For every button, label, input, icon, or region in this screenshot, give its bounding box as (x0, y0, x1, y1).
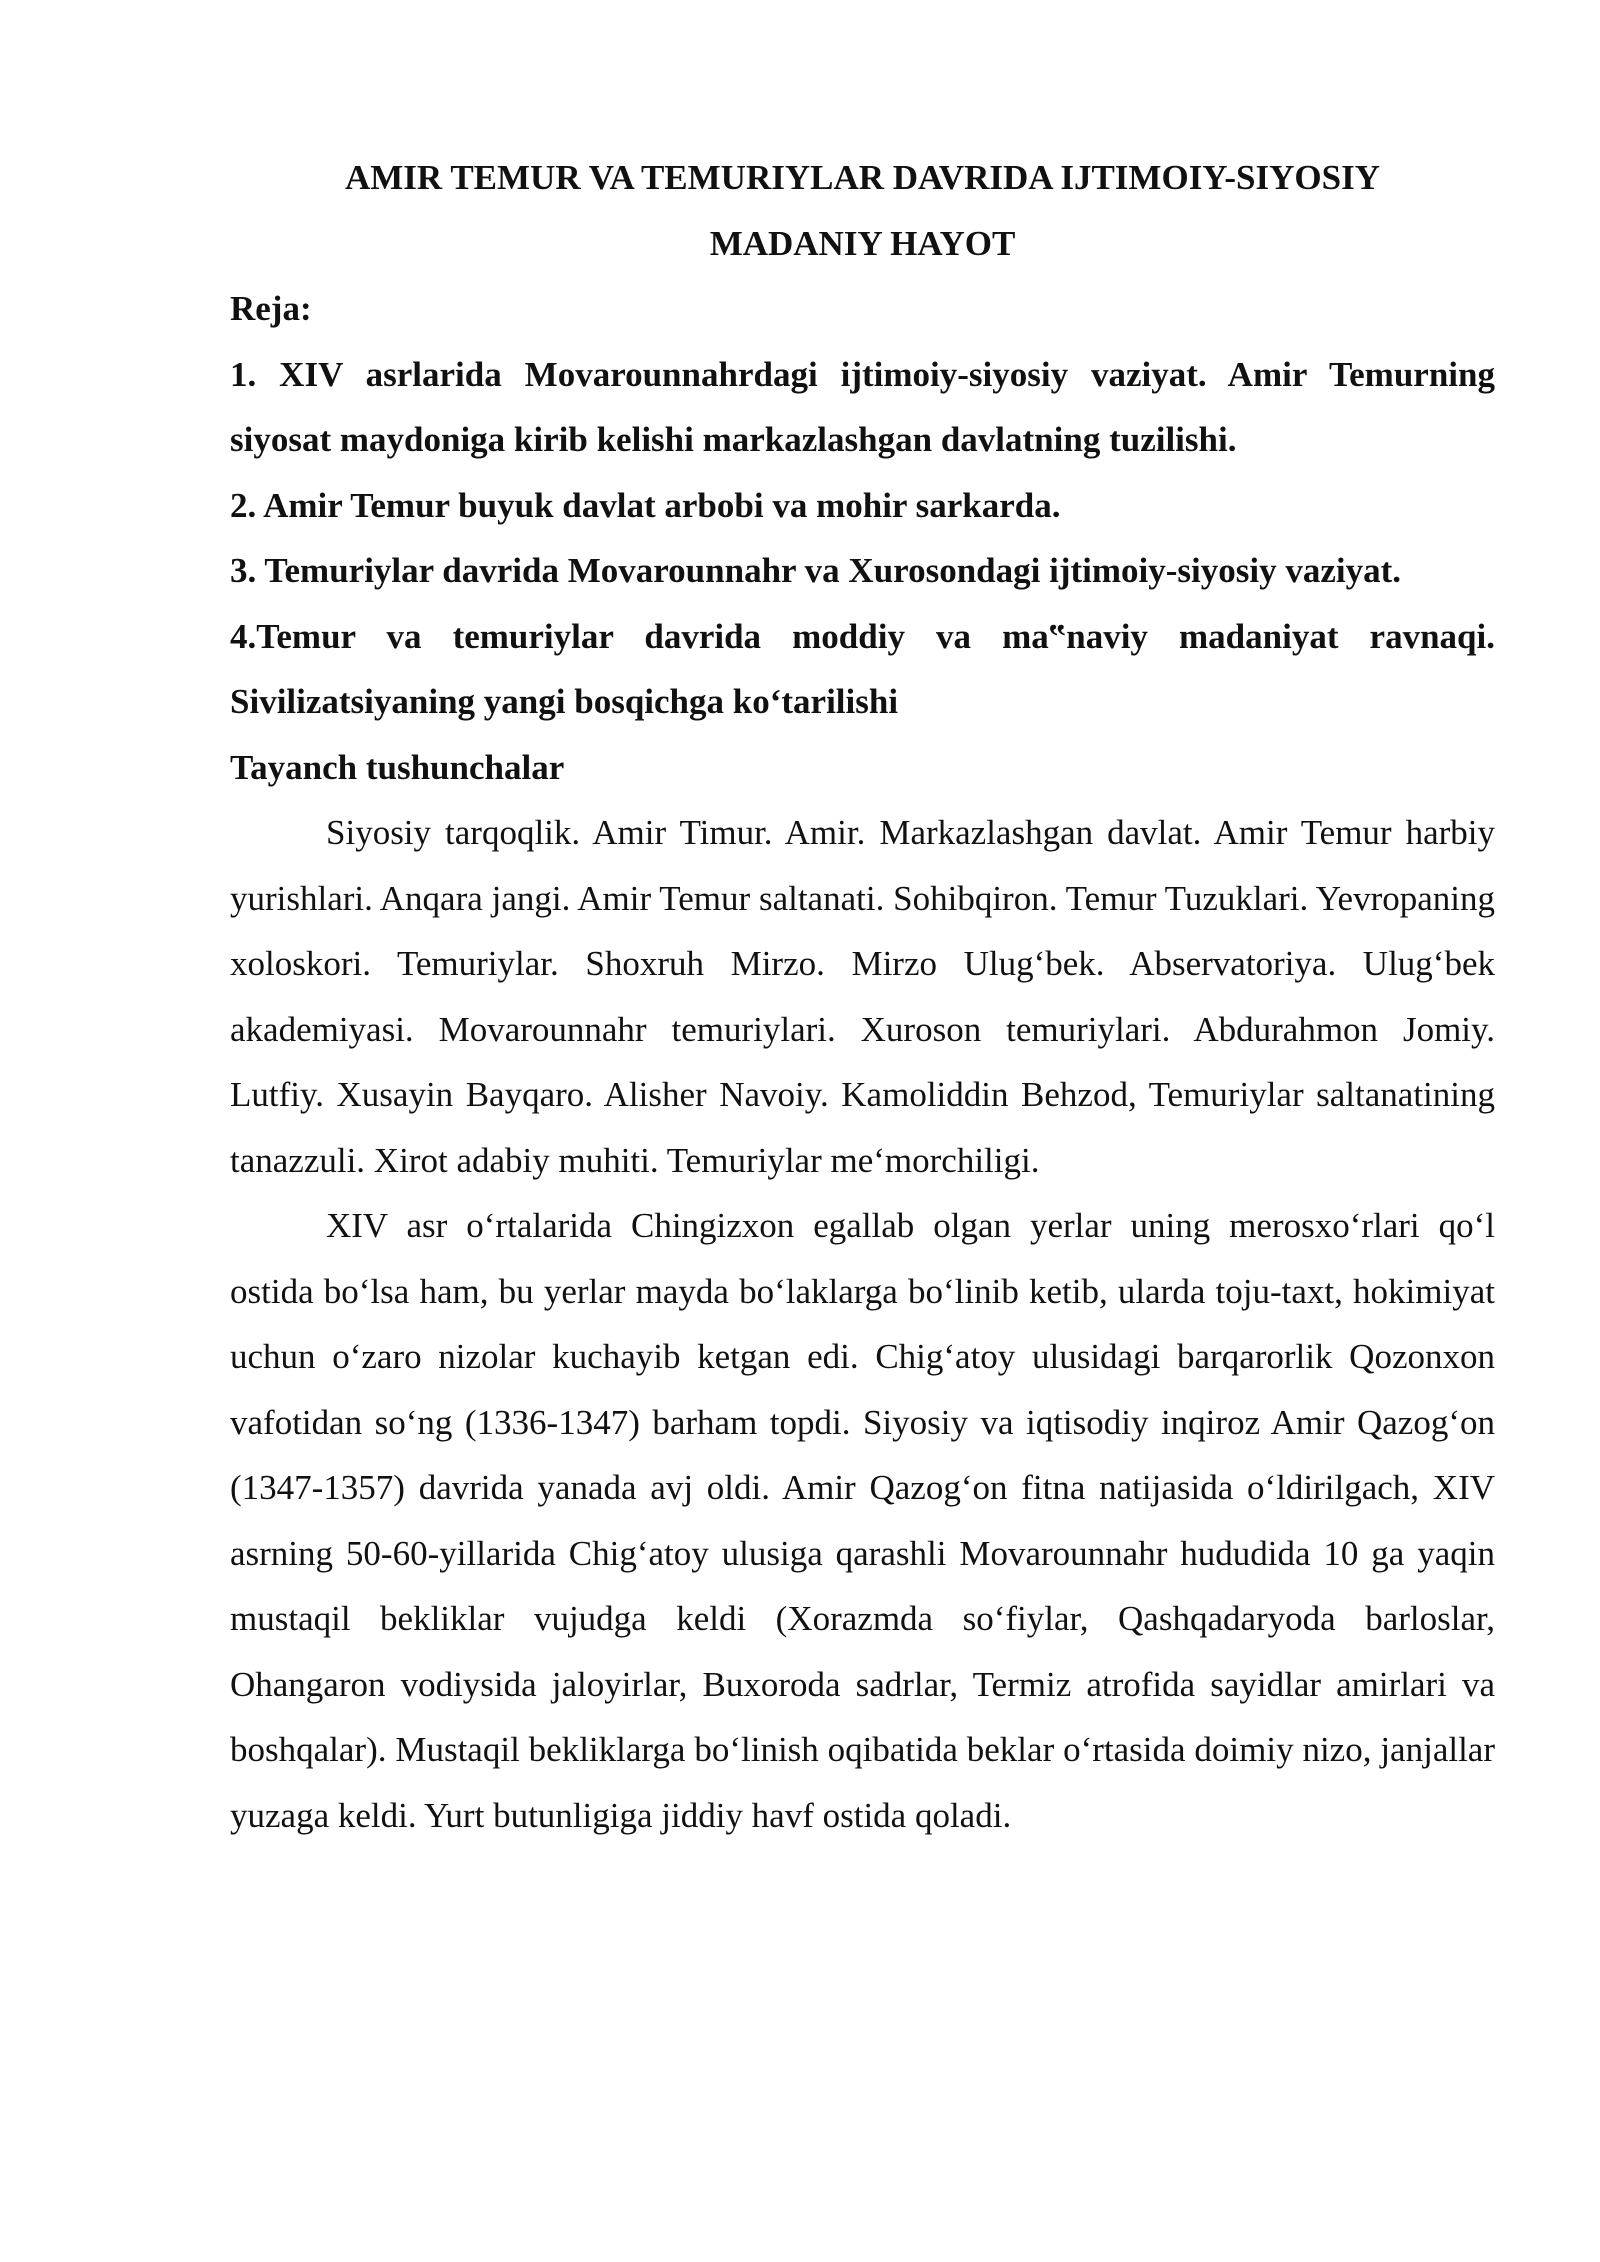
plan-item-4: 4.Temur va temuriylar davrida moddiy va ma‟naviy madaniyat ravnaqi. Sivilizatsiyaning yangi bosqichga ko‘tarilishi (230, 616, 1495, 721)
keywords-paragraph: Siyosiy tarqoqlik. Amir Timur. Amir. Markazlashgan davlat. Amir Temur harbiy yurishlari. Anqara jangi. Amir Temur saltanati. Sohibqiron. Temur Tuzuklari. Yevropaning xoloskori. Temuriylar. Shoxruh Mirzo. Mirzo Ulug‘bek. Abservatoriya. Ulug‘bek akademiyasi. Movarounnahr temuriylari. Xuroson temuriylari. Abdurahmon Jomiy. Lutfiy. Xusayin Bayqaro. Alisher Navoiy. Kamoliddin Behzod, Temuriylar saltanatining tanazzuli. Xirot adabiy muhiti. Temuriylar me‘morchiligi. (230, 813, 1495, 1180)
body-paragraph: XIV asr o‘rtalarida Chingizxon egallab olgan yerlar uning merosxo‘rlari qo‘l ostida bo‘lsa ham, bu yerlar mayda bo‘laklarga bo‘linib ketib, ularda toju-taxt, hokimiyat uchun o‘zaro nizolar kuchayib ketgan edi. Chig‘atoy ulusidagi barqarorlik Qozonxon vafotidan so‘ng (1336-1347) barham topdi. Siyosiy va iqtisodiy inqiroz Amir Qazog‘on (1347-1357) davrida yanada avj oldi. Amir Qazog‘on fitna natijasida o‘ldirilgach, XIV asrning 50-60-yillarida Chig‘atoy ulusiga qarashli Movarounnahr hududida 10 ga yaqin mustaqil bekliklar vujudga keldi (Xorazmda so‘fiylar, Qashqadaryoda barloslar, Ohangaron vodiysida jaloyirlar, Buxoroda sadrlar, Termiz atrofida sayidlar amirlari va boshqalar). Mustaqil bekliklarga bo‘linish oqibatida beklar o‘rtasida doimiy nizo, janjallar yuzaga keldi. Yurt butunligiga jiddiy havf ostida qoladi. (230, 1206, 1495, 1835)
keywords-heading: Tayanch tushunchalar (230, 747, 565, 787)
plan-heading: Reja: (230, 289, 312, 328)
plan-item-1: 1. XIV asrlarida Movarounnahrdagi ijtimoiy-siyosiy vaziyat. Amir Temurning siyosat maydoniga kirib kelishi markazlashgan davlatning tuzilishi. (230, 354, 1495, 459)
title-line-2: MADANIY HAYOT (709, 223, 1016, 263)
plan-item-3: 3. Temuriylar davrida Movarounnahr va Xurosondagi ijtimoiy-siyosiy vaziyat. (230, 551, 1401, 590)
document-title (230, 145, 1495, 276)
title-line-1: AMIR TEMUR VA TEMURIYLAR DAVRIDA IJTIMOIY-SIYOSIY (345, 158, 1380, 197)
plan-item-2: 2. Amir Temur buyuk davlat arbobi va mohir sarkarda. (230, 485, 1061, 525)
document-content (230, 145, 1495, 1848)
